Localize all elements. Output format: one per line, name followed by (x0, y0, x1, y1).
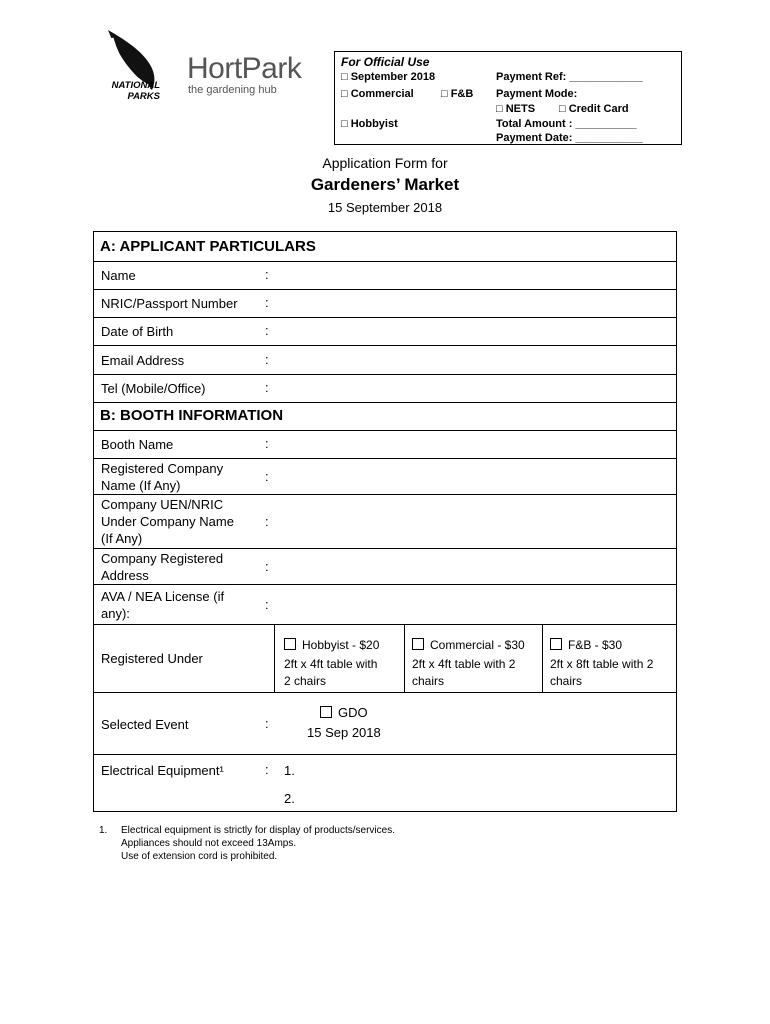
field-label: AVA / NEA License (if any): (101, 589, 225, 621)
field-label: Date of Birth (101, 324, 174, 339)
electrical-item-1: 1. (284, 763, 295, 778)
field-row-company-address[interactable]: Company Registered Address : (94, 548, 676, 584)
payment-mode: Payment Mode: (496, 88, 578, 100)
field-label: Booth Name (101, 437, 174, 452)
checkbox-icon (284, 638, 296, 650)
payment-opt-credit[interactable]: □ Credit Card (559, 103, 629, 115)
field-label: Tel (Mobile/Office) (101, 381, 206, 396)
field-row-name[interactable]: Name : (94, 261, 676, 289)
official-use-title: For Official Use (341, 55, 430, 69)
application-form-table (93, 231, 677, 812)
field-row-license[interactable]: AVA / NEA License (if any): : (94, 584, 676, 624)
field-row-company-uen[interactable]: Company UEN/NRIC Under Company Name (If Any) : (94, 494, 676, 548)
official-use-box (334, 51, 682, 145)
field-row-electrical[interactable]: Electrical Equipment¹ : 1. 2. (94, 754, 676, 812)
field-row-nric[interactable]: NRIC/Passport Number : (94, 289, 676, 317)
payment-date: Payment Date: ___________ (496, 132, 643, 144)
field-label: Email Address (101, 353, 185, 368)
national-parks-wordmark: NATIONAL PARKS (111, 80, 160, 102)
section-b-title: B: BOOTH INFORMATION (100, 407, 284, 424)
payment-ref: Payment Ref: ____________ (496, 71, 643, 83)
field-row-selected-event: Selected Event : GDO 15 Sep 2018 (94, 692, 676, 754)
option-event-gdo[interactable]: GDO 15 Sep 2018 (307, 705, 381, 740)
official-opt-month[interactable]: □ September 2018 (341, 71, 436, 83)
section-a-title: A: APPLICANT PARTICULARS (100, 238, 316, 255)
checkbox-icon (412, 638, 424, 650)
electrical-item-2: 2. (284, 791, 295, 806)
total-amount: Total Amount : __________ (496, 118, 637, 130)
field-row-email[interactable]: Email Address : (94, 345, 676, 374)
national-parks-leaf-logo (100, 28, 162, 118)
field-label: Registered Under (101, 651, 203, 666)
field-label: Name (101, 268, 136, 283)
official-opt-hobbyist[interactable]: □ Hobbyist (341, 118, 398, 130)
hortpark-tagline: the gardening hub (188, 84, 277, 96)
form-subtitle: Application Form for (322, 155, 448, 171)
field-row-registered-company[interactable]: Registered Company Name (If Any) : (94, 458, 676, 494)
field-label: Company UEN/NRIC Under Company Name (If Any) (101, 497, 234, 546)
field-label: Company Registered Address (101, 551, 224, 583)
option-hobbyist[interactable]: Hobbyist - $20 2ft x 4ft table with 2 chairs (284, 638, 380, 688)
field-row-booth-name[interactable]: Booth Name : (94, 430, 676, 458)
form-date: 15 September 2018 (327, 200, 443, 215)
official-opt-commercial[interactable]: □ Commercial (341, 88, 414, 100)
field-row-registered-under (94, 624, 676, 692)
official-opt-fnb[interactable]: □ F&B (441, 88, 474, 100)
field-row-dob[interactable]: Date of Birth : (94, 317, 676, 345)
field-label: NRIC/Passport Number (101, 296, 238, 311)
section-b-header (94, 402, 676, 430)
option-commercial[interactable]: Commercial - $30 2ft x 4ft table with 2 chairs (412, 638, 525, 688)
form-title: Gardeners’ Market (310, 175, 460, 194)
field-label: Electrical Equipment¹ (101, 763, 224, 778)
field-row-tel[interactable]: Tel (Mobile/Office) : (94, 374, 676, 402)
checkbox-icon (550, 638, 562, 650)
hortpark-wordmark: HortPark (187, 52, 302, 85)
field-label: Selected Event (101, 717, 189, 732)
checkbox-icon (320, 706, 332, 718)
footnote-text: Electrical equipment is strictly for display of products/services. Appliances should not exceed 13Amps. Use of extension cord is prohibited. (121, 825, 395, 862)
footnote-number: 1. (99, 825, 108, 836)
option-fnb[interactable]: F&B - $30 2ft x 8ft table with 2 chairs (550, 638, 654, 688)
field-label: Registered Company Name (If Any) (101, 461, 224, 493)
payment-opt-nets[interactable]: □ NETS (496, 103, 536, 115)
